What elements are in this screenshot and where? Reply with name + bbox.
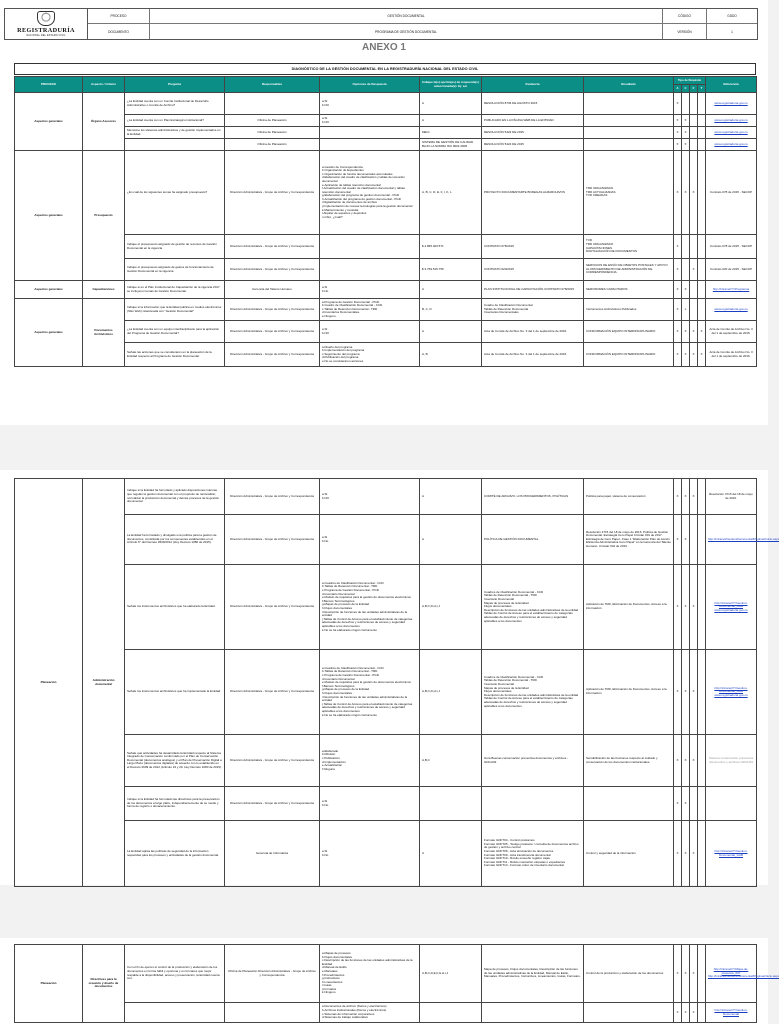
tipo-cell: X (682, 127, 690, 139)
responsables-cell: Dirección Administrativa - Grupo de Archivo y Correspondencia (225, 787, 320, 821)
responsables-cell: Dirección Administrativa - Grupo de Archivo y Correspondencia (225, 479, 320, 515)
table-row (15, 821, 757, 887)
tipo-cell: X (682, 281, 690, 299)
evidencia-cell: RESOLUCIÓN 8736 DE AGOSTO 2015 (482, 93, 584, 115)
tipo-cell: X (674, 151, 682, 235)
pregunta-cell: ¿En cuál de los siguientes temas ha asignado presupuesto? (125, 151, 225, 235)
pregunta-cell: La Entidad aplica las políticas de seguridad de la información requeridas para los procesos y actividades de la gestión documental. (125, 821, 225, 887)
pregunta-cell: Señale las acciones que se consideraron en la planeación de la Entidad respecto al Programa de Gestión Documental. (125, 343, 225, 367)
tipo-cell: X (674, 787, 682, 821)
tipo-cell: X (690, 735, 698, 787)
indique-cell: A (420, 321, 482, 343)
diagnostic-table-page-2 (14, 478, 779, 887)
tipo-cell (682, 235, 690, 259)
pregunta-cell: Con el fin de ejercer el control de la producción y elaboración de los documentos en forma hábil y oportuna y en formatos que mejor respalde a la disponibilidad, acceso y preservación, la Entidad cuenta con: (125, 945, 225, 1003)
indique-cell: $ 4.865.403.571 (420, 235, 482, 259)
tipo-cell: X (690, 1003, 698, 1023)
tipo-cell: X (698, 343, 706, 367)
tipo-cell: X (690, 259, 698, 281)
responsables-cell: Oficina de Planeación Dirección Administrativa - Grupo de Archivo y Correspondencia (225, 945, 320, 1003)
opciones-cell: a.Cuadros de Clasificación Documental - CCD b.Tablas de Retención Documental - TRD c.Programa de Gestión Documental - PGD d.Inventario Documental e.Modelo de requisitos para la gestión de documentos electrónicos f.Bancos Terminológicos g.Mapas de procesos de la Entidad h.Flujos documentales i.Descripción de funciones de las unidades administrativas de la entidad j.Tablas de Control de Acceso para el establecimiento de categorías adecuadas de derechos y restricciones de acceso y seguridad aplicables a los documentos k.No se ha elaborado ningún instrumento (320, 565, 420, 650)
documento-value: PROGRAMA DE GESTIÓN DOCUMENTAL (150, 24, 663, 39)
tipo-cell (690, 115, 698, 127)
tipo-cell: X (682, 479, 690, 515)
opciones-cell: a.Si b.No (320, 281, 420, 299)
col-responsables: Responsables (225, 77, 320, 93)
resultado-cell (584, 127, 674, 139)
tipo-cell: X (682, 115, 690, 127)
tipo-cell (698, 127, 706, 139)
tipo-cell: x (682, 299, 690, 321)
tipo-cell (698, 115, 706, 127)
tipo-cell (698, 650, 706, 735)
tipo-cell (698, 565, 706, 650)
evidencia-cell: COMITÉ DE ARCHIVO, LOS PROCEDIMIENTOS, POLÍTICAS (482, 479, 584, 515)
tipo-cell: X (682, 735, 690, 787)
tipo-cell: X (674, 299, 682, 321)
responsables-cell (225, 93, 320, 115)
referencia-cell (706, 787, 757, 821)
header-grid (88, 9, 757, 39)
evidencia-cell: PLAN INSTITUCIONAL DE CAPACITACIÓN CONTRATO 078/2015 (482, 281, 584, 299)
tipo-cell (698, 1003, 706, 1023)
opciones-cell: a.Diseño del programa b.Implementación del programa c.Seguimiento del programa d.Publicación del programa e.No se consideraron acciones (320, 343, 420, 367)
indique-cell: A, B, C, D, E, F, I, K, L (420, 151, 482, 235)
tipo-cell: X (674, 321, 682, 343)
version-value: 1 (731, 29, 733, 34)
referencia-link[interactable]: http://intranet/?=Gestion-Documental_GAB www.registraduria.gov.co (706, 565, 757, 650)
evidencia-cell: Guía Buenas conservación preventiva documentos y archivos - GDGU03 (482, 735, 584, 787)
tipo-cell: X (682, 945, 690, 1003)
evidencia-cell: POLÍTICA DE GESTIÓN DOCUMENTAL (482, 515, 584, 565)
tipo-cell: X (674, 139, 682, 151)
tipo-cell (698, 93, 706, 115)
tipo-cell (690, 281, 698, 299)
col-referencia: Referencia (706, 77, 757, 93)
responsables-cell: Dirección Administrativa - Grupo de Archivo y Correspondencia (225, 565, 320, 650)
opciones-cell: a.SI b.NO (320, 93, 420, 115)
responsables-cell: Oficina de Planeación (225, 115, 320, 127)
tipo-cell: X (674, 259, 682, 281)
responsables-cell: Dirección Administrativa - Grupo de Archivo y Correspondencia (225, 259, 320, 281)
codigo-value: GDDO (707, 9, 757, 24)
responsables-cell: Dirección Administrativa - Grupo de Archivo y Correspondencia (225, 515, 320, 565)
tipo-cell: X (674, 735, 682, 787)
resultado-cell: SERVICIOS DE ENVÍO DE OBJETOS POSTALES Y APOYO AL PROCEDIMIENTO DE ADMINISTRACIÓN DE CORRESPONDENCIA (584, 259, 674, 281)
pregunta-cell (125, 139, 225, 151)
table-row (15, 139, 757, 151)
tipo-cell: X (690, 650, 698, 735)
tipo-cell: X (674, 479, 682, 515)
tipo-cell: X (674, 515, 682, 565)
responsables-cell: Dirección Administrativa - Grupo de Archivo y Correspondencia (225, 650, 320, 735)
tipo-cell (698, 139, 706, 151)
indique-cell: SISTEMA DE GESTIÓN DE CALIDAD BAJO LA NORMA ISO 9001:2008 (420, 139, 482, 151)
tipo-cell (698, 281, 706, 299)
tipo-cell: X (682, 565, 690, 650)
evidencia-cell (482, 787, 584, 821)
tipo-cell: X (698, 321, 706, 343)
pregunta-cell: ¿La Entidad cuenta con un equipo interdisciplinario para la aplicación del Programa de Gestión Documental? (125, 321, 225, 343)
responsables-cell: Dirección Administrativa - Grupo de Archivo y Correspondencia (225, 235, 320, 259)
table-row (15, 151, 757, 235)
evidencia-cell: Mapa de procesos, Flujos documentales, Descripción de las funciones de las unidades administrativas de la Entidad, Manual de Estilo, Manuales, Procedimientos, Instructivos, Lineamientos, Guías, Formatos. (482, 945, 584, 1003)
resultado-cell (584, 787, 674, 821)
col-opciones: Opciones de Respuesta (320, 77, 420, 93)
referencia-link[interactable]: www.registraduria.gov.co (706, 127, 757, 139)
indique-cell: MECI (420, 127, 482, 139)
tipo-cell: X (682, 821, 690, 887)
tipo-cell: X (682, 515, 690, 565)
tipo-cell: X (674, 945, 682, 1003)
tipo-cell (690, 127, 698, 139)
opciones-cell: a.SI b.NO (320, 479, 420, 515)
logo-brand: REGISTRADURÍA (17, 27, 75, 34)
evidencia-cell: RESOLUCIÓN 5424 DE 2015 (482, 127, 584, 139)
documento-label: DOCUMENTO (88, 24, 150, 39)
resultado-cell: Control de la producción y elaboración de los documentos (584, 945, 674, 1003)
indique-cell: A (420, 281, 482, 299)
tipo-cell (698, 151, 706, 235)
tipo-cell: X (682, 650, 690, 735)
resultado-cell: Aplicación de TRD, Eliminación de Documentos, Acceso a la información (584, 650, 674, 735)
referencia-link[interactable]: http://intranet/GestionDocumental/Paginas/Inicio.aspx (706, 515, 757, 565)
proceso-value: GESTIÓN DOCUMENTAL (150, 9, 663, 24)
pregunta-cell: Señale los instrumentos archivísticos que ha implementado la Entidad. (125, 650, 225, 735)
tipo-cell: X (674, 235, 682, 259)
referencia-cell: Acta de Comité de Archivo No. 3 del 1 de septiembre de 2016. (706, 321, 757, 343)
indique-cell: A (420, 93, 482, 115)
evidencia-cell: RESOLUCIÓN 5424 DE 2015 (482, 139, 584, 151)
opciones-cell: a.SI b.NO (320, 321, 420, 343)
table-row (15, 945, 757, 1003)
pregunta-cell: Mencione los sistemas administrativos y de gestión implementados en la Entidad. (125, 127, 225, 139)
opciones-cell: a.Si b.No (320, 787, 420, 821)
col-tipo-t: T (698, 85, 706, 93)
responsables-cell: Dirección Administrativa - Grupo de Archivo y Correspondencia (225, 299, 320, 321)
tipo-cell: X (690, 343, 698, 367)
opciones-cell (320, 235, 420, 259)
evidencia-cell (482, 1003, 584, 1023)
pregunta-cell: ¿La Entidad cuenta con un Plan Estratégico Institucional? (125, 115, 225, 127)
tipo-cell: X (674, 565, 682, 650)
page-1 (0, 0, 768, 425)
tipo-cell (682, 259, 690, 281)
evidencia-cell: PUBLICADO EN LA PÁGINA WEB DE LA ENTIDAD (482, 115, 584, 127)
tipo-cell (698, 821, 706, 887)
referencia-link[interactable]: http://intranet/?=Mapa-de-procesos_007 http://intranet/GestionDocumental/Paginas/inicio.aspx (706, 945, 757, 1003)
tipo-cell: X (674, 1003, 682, 1023)
resultado-cell: TVD TRD ORGANIZADO CAPACITACIONES DIGITALIZACIÓN DE DOCUMENTOS (584, 235, 674, 259)
opciones-cell (320, 139, 420, 151)
table-row (15, 515, 757, 565)
table-row (15, 115, 757, 127)
col-tipo-a: A (674, 85, 682, 93)
resultado-cell (584, 93, 674, 115)
responsables-cell: Dirección Administrativa - Grupo de Archivo y Correspondencia (225, 321, 320, 343)
opciones-cell: a.Elaborado b.Difusión c.Publicación d.Implementación e.Actualización f.Ninguna (320, 735, 420, 787)
aspecto-cell: Documentos Archivísticos (83, 299, 125, 367)
opciones-cell: a.SI b.NO (320, 115, 420, 127)
diagnostic-table-page-1 (14, 76, 757, 367)
tipo-cell: X (690, 821, 698, 887)
tipo-cell (690, 515, 698, 565)
col-evidencia: Evidencia (482, 77, 584, 93)
referencia-link[interactable]: www.registraduria.gov.co (706, 139, 757, 151)
tipo-cell (690, 787, 698, 821)
tipo-cell: X (690, 945, 698, 1003)
responsables-cell: Gerencia del Talento Humano (225, 281, 320, 299)
indique-cell (420, 1003, 482, 1023)
table-row (15, 1003, 757, 1023)
opciones-cell (320, 259, 420, 281)
pregunta-cell (125, 1003, 225, 1023)
pregunta-cell: Señale los instrumentos archivísticos que ha elaborado la Entidad. (125, 565, 225, 650)
indique-cell: A,B,C,D,H,I,J (420, 565, 482, 650)
indique-cell: A,B,C,D,E,F,G,H,I,J (420, 945, 482, 1003)
referencia-cell: Contrato 020 de 2015 - SECOP (706, 259, 757, 281)
proceso-cell: Aspectos generales (15, 281, 83, 299)
anexo-title: ANEXO 1 (362, 42, 406, 53)
resultado-cell (584, 115, 674, 127)
table-row (15, 650, 757, 735)
opciones-cell: a.Documentos de archivo (físicos y electrónicos) b.Archivos institucionales (físicos y electrónicos) c.Sistemas de información corporativos d.Sistemas de trabajo colaborativo (320, 1003, 420, 1023)
tipo-cell (690, 93, 698, 115)
indique-cell: A (420, 515, 482, 565)
aspecto-cell: Órgano Asesores (83, 93, 125, 151)
col-resultado: Resultado (584, 77, 674, 93)
opciones-cell: a.Gestión de Correspondencia b.Organización de Expedientes c.Organización de fondos documentales acumulados d.Elaboración del cuadro de clasificación y tablas de retención documental e.Aplicación de tablas retención documental f.Actualización del cuadro de clasificación documental y tablas retención documental g.Elaboración del programa de gestión documental - PGD h.Actualización del programa de gestión documental - PGD i.Digitalización de documentos de archivo j.Implementación de nuevas tecnologías para la gestión documental k.Mantenimiento y custodia l.Alquiler de espacios y depósitos m.Otro, ¿Cuál? (320, 151, 420, 235)
registraduria-logo (5, 9, 88, 39)
tipo-cell: X (674, 343, 682, 367)
resultado-cell: CONFORMACIÓN EQUIPO INTERDISCIPLINARIO (584, 321, 674, 343)
tipo-cell (690, 139, 698, 151)
resultado-cell: SERVIDORES CAPACITADOS (584, 281, 674, 299)
resultado-cell: TRD ORGANIZADO TRD ACTUALIZADAS TVD CREADAS (584, 151, 674, 235)
tipo-cell: X (682, 787, 690, 821)
col-indique: Indique la(s) opción(es) de respuesta(s) seleccionada(s): Ej: a,b (420, 77, 482, 93)
responsables-cell: Oficina de Planeación (225, 127, 320, 139)
indique-cell: A (420, 479, 482, 515)
tipo-cell: X (682, 321, 690, 343)
tipo-cell (698, 299, 706, 321)
indique-cell: A (420, 115, 482, 127)
col-proceso: PROCESO (15, 77, 83, 93)
tipo-cell (698, 259, 706, 281)
page-2 (0, 470, 779, 885)
tipo-cell: X (682, 151, 690, 235)
table-row (15, 479, 757, 515)
tipo-cell: X (690, 321, 698, 343)
proceso-cell: Planeación (15, 945, 83, 1023)
tipo-cell: X (682, 343, 690, 367)
evidencia-cell: Formato GDFT04 - Control préstamos Formato GDFT05 - Testigo préstamo / consulta de documentos archivo de gestión y archivo central Formato GDFT06 - Acta eliminación de documentos Formato GDFT09 - Acta transferencia documental Formato GDFT10 - Rótulo ensueño registro cajas Formato GDFT11 - Rótulo marcación carpetas o expedientes Formato GDFT13 - Formato único de inventario documental (482, 821, 584, 887)
tipo-cell (698, 479, 706, 515)
table-row (15, 343, 757, 367)
aspecto-cell: Administración documental (83, 479, 125, 887)
tipo-cell: X (674, 93, 682, 115)
evidencia-cell: Cuadros de Clasificación Documental - CCD Tablas de Retención Documental - TRD Inventario Documental Mapas de procesos de la Entidad Flujos documentales Descripción de funciones de las unidades administrativas de la entidad Tablas de Control de Acceso para el establecimiento de categorías adecuadas de derechos y restricciones de acceso y seguridad aplicables a los documentos (482, 650, 584, 735)
resultado-cell: Instrumentos Archivísticos Publicados (584, 299, 674, 321)
proceso-cell: Planeación (15, 479, 83, 887)
responsables-cell: Dirección Administrativa - Grupo de Archivo y Correspondencia (225, 343, 320, 367)
tipo-cell (698, 735, 706, 787)
table-row (15, 235, 757, 259)
tipo-cell: X (674, 281, 682, 299)
responsables-cell: Dirección Administrativa - Grupo de Archivo y Correspondencia (225, 735, 320, 787)
tipo-cell: X (674, 650, 682, 735)
indique-cell (420, 787, 482, 821)
col-tipo: Tipo de Requisito (674, 77, 706, 85)
tipo-cell: X (674, 115, 682, 127)
proceso-cell: Aspectos generales (15, 299, 83, 367)
evidencia-cell: Cuadro de Clasificación Documental Tablas de Retención Documental Inventarios Documentales (482, 299, 584, 321)
tipo-cell: X (674, 127, 682, 139)
resultado-cell (584, 139, 674, 151)
responsables-cell: Oficina de Planeación (225, 139, 320, 151)
opciones-cell: a.Programa de Gestión Documental - PGD. b.Cuadro de Clasificación Documental - CCD. c.Tablas de Retención Documental - TRD d.Inventarios Documentales. e.Ninguno. (320, 299, 420, 321)
referencia-link[interactable]: www.registraduria.gov.co (706, 299, 757, 321)
evidencia-cell: Acta de Comité de Archivo No. 3 del 1 de septiembre de 2016. (482, 343, 584, 367)
tipo-cell (698, 787, 706, 821)
referencia-link[interactable]: http://intranet/?=Gestion-Documental_GAB (706, 821, 757, 887)
referencia-link[interactable]: http://intranet/?=Gestion-Documental (706, 1003, 757, 1023)
col-tipo-f: F (690, 85, 698, 93)
opciones-cell: a.Si b.No (320, 515, 420, 565)
table-row (15, 787, 757, 821)
document-header (4, 8, 758, 40)
evidencia-cell: CONTRATO 078/2015 (482, 235, 584, 259)
indique-cell: A,B,C,D,H,I,J (420, 650, 482, 735)
resultado-cell: Resolución 4715 del 18 de mayo de 2016. Política de Gestión Documental. Estrategia Cero Papel Circular 001 de 2017. Estrategia de Cero Papel - Fase 1 "Elaboración Plan de Acción Eficiencia Administrativa Cero Papel" en la Gerencia del Talento Humano. Circular 042 de 2016. (584, 515, 674, 565)
version-label: VERSIÓN (663, 24, 707, 39)
tipo-cell (690, 235, 698, 259)
tipo-cell (698, 235, 706, 259)
resultado-cell (584, 1003, 674, 1023)
referencia-cell: Contrato 078 de 2015 - SECOP (706, 235, 757, 259)
pregunta-cell: Indique el presupuesto asignado de gestión de recursos de Gestión Documental en la vigencia (125, 235, 225, 259)
col-tipo-c: C (682, 85, 690, 93)
evidencia-cell: Acta de Comité de Archivo No. 3 del 1 de septiembre de 2016. (482, 321, 584, 343)
referencia-link[interactable]: http://intranet/?=Programas (706, 281, 757, 299)
proceso-cell: Aspectos generales (15, 93, 83, 151)
tipo-cell: X (682, 139, 690, 151)
opciones-cell: a.Si b.No (320, 821, 420, 887)
pregunta-cell: Indique si la información que la Entidad publica en medios electrónicos (Sitio Web) relacionada con "Gestión Documental" (125, 299, 225, 321)
indique-cell: $ 3.769.515.756 (420, 259, 482, 281)
responsables-cell: Gerencia de Informática (225, 821, 320, 887)
indique-cell: A (420, 821, 482, 887)
table-row (15, 281, 757, 299)
resultado-cell: CONFORMACIÓN EQUIPO INTERDISCIPLINARIO (584, 343, 674, 367)
col-pregunta: Pregunta (125, 77, 225, 93)
indique-cell: A,B,C (420, 735, 482, 787)
logo-subtitle: NACIONAL DEL ESTADO CIVIL (26, 34, 66, 37)
table-row (15, 321, 757, 343)
tipo-cell (698, 515, 706, 565)
pregunta-cell: Indique el presupuesto asignado de gastos de funcionamiento de Gestión Documental en la vigencia (125, 259, 225, 281)
tipo-cell: X (690, 479, 698, 515)
col-aspecto: Aspecto / Criterio (83, 77, 125, 93)
resultado-cell: Política para papel, sistema de conservación (584, 479, 674, 515)
codigo-label: CÓDIGO (663, 9, 707, 24)
tipo-cell: X (674, 821, 682, 887)
coat-of-arms-icon (37, 11, 55, 26)
table-row (15, 93, 757, 115)
diagnostic-title: DIAGNÓSTICO DE LA GESTIÓN DOCUMENTAL EN LA REGISTRADURÍA NACIONAL DEL ESTADO CIVIL (14, 63, 756, 75)
tipo-cell (698, 945, 706, 1003)
referencia-link[interactable]: http://intranet/?=Gestion-Documental_GAB www.registraduria.gov.co (706, 650, 757, 735)
referencia-link[interactable]: www.registraduria.gov.co (706, 93, 757, 115)
indique-cell: A, B (420, 343, 482, 367)
evidencia-cell: CONTRATO 020/2015 (482, 259, 584, 281)
pregunta-cell: Indique si la Entidad ha formulado y aplicado disposiciones internas que regulan la gestión documental con el propósito de racionalizar, normalizar la producción documental y demás procesos de la gestión documental. (125, 479, 225, 515)
tipo-cell: X (690, 151, 698, 235)
pregunta-cell: Señale qué actividades ha desarrollado la Entidad respecto al Sistema Integrado de Conservación conformado por el Plan de Conservación Documental (documentos análogos) y el Plan de Preservación Digital a Largo Plazo (documentos digitales) de acuerdo con lo establecido en el Decreto 2609 de 2012 (Artículo 19 y 20. Hoy Decreto 1080 de 2015). (125, 735, 225, 787)
opciones-cell: a.Cuadros de Clasificación Documental - CCD b.Tablas de Retención Documental - TRD c.Programa de Gestión Documental - PGD d.Inventario Documental e.Modelo de requisitos para la gestión de documentos electrónicos f.Bancos Terminológicos g.Mapas de procesos de la Entidad h.Flujos documentales i.Descripción de funciones de las unidades administrativas de la entidad j.Tablas de Control de Acceso para el establecimiento de categorías adecuadas de derechos y restricciones de acceso y seguridad aplicables a los documentos k.No se ha elaborado ningún instrumento (320, 650, 420, 735)
aspecto-cell: Capacitaciones (83, 281, 125, 299)
referencia-cell: Resolución 4715 del 18 de mayo de 2016. (706, 479, 757, 515)
table-row (15, 259, 757, 281)
responsables-cell: Dirección Administrativa - Grupo de Archivo y Correspondencia (225, 151, 320, 235)
table-row (15, 565, 757, 650)
referencia-cell: Contrato 078 de 2015 - SECOP (706, 151, 757, 235)
pregunta-cell: La Entidad ha formulado y divulgado una política para la gestión de documentos, constituida por los componentes establecidos en el Artículo 6° del Decreto 2609/2012 (Hoy Decreto 1080 de 2015). (125, 515, 225, 565)
pregunta-cell: ¿La Entidad cuenta con un Comité Institucional de Desarrollo Administrativo o Comité de Archivo? (125, 93, 225, 115)
evidencia-cell: PROYECTO DOCUMENTARTE BODEGAS ALMARCHIVOS (482, 151, 584, 235)
tipo-cell: X (682, 1003, 690, 1023)
opciones-cell (320, 127, 420, 139)
tipo-cell: X (690, 565, 698, 650)
responsables-cell (225, 1003, 320, 1023)
opciones-cell: a.Mapas de procesos b.Flujos documentales c.Descripción de las funciones de las unidades administrativas de la Entidad d.Manual de Estilo e.Manuales f.Procedimientos g.Instructivos h.Lineamientos i.Guías j.Formatos k.Ninguno (320, 945, 420, 1003)
pregunta-cell: Indique si en el Plan Institucional de Capacitación de la vigencia 2017 se incluyeron temas de Gestión Documental. (125, 281, 225, 299)
diagnostic-table-page-3 (14, 944, 779, 1023)
proceso-label: PROCESO (88, 9, 150, 24)
resultado-cell: Sensibilización de las funciones respecto al cuidado y conservación de los documentos institucionales. (584, 735, 674, 787)
aspecto-cell: Presupuesto (83, 151, 125, 281)
table-row (15, 735, 757, 787)
tipo-cell (690, 299, 698, 321)
page-3 (0, 938, 779, 1024)
tipo-cell (682, 93, 690, 115)
proceso-cell: Aspectos generales (15, 151, 83, 281)
referencia-link[interactable]: www.registraduria.gov.co (706, 115, 757, 127)
table-row (15, 127, 757, 139)
referencia-cell: Acta de Comité de Archivo No. 3 del 1 de septiembre de 2016. (706, 343, 757, 367)
resultado-cell: Aplicación de TRD, Eliminación de Documentos, Acceso a la información (584, 565, 674, 650)
resultado-cell: Control y seguridad de la información (584, 821, 674, 887)
pregunta-cell: Indique si la Entidad ha formulado las directrices para la preservación de los documentos a largo plazo, independientemente de su medio y forma de registro o almacenamiento. (125, 787, 225, 821)
referencia-cell: Sistema conservación preventiva documentos y archivos GDGU03 (706, 735, 757, 787)
indique-cell: B, C, D (420, 299, 482, 321)
evidencia-cell: Cuadros de Clasificación Documental - CCD Tablas de Retención Documental - TRD Inventario Documental Mapas de procesos de la Entidad Flujos documentales Descripción de funciones de las unidades administrativas de la entidad Tablas de Control de Acceso para el establecimiento de categorías adecuadas de derechos y restricciones de acceso y seguridad aplicables a los documentos (482, 565, 584, 650)
table-row (15, 299, 757, 321)
aspecto-cell: Directrices para la creación y diseño de documentos (83, 945, 125, 1023)
